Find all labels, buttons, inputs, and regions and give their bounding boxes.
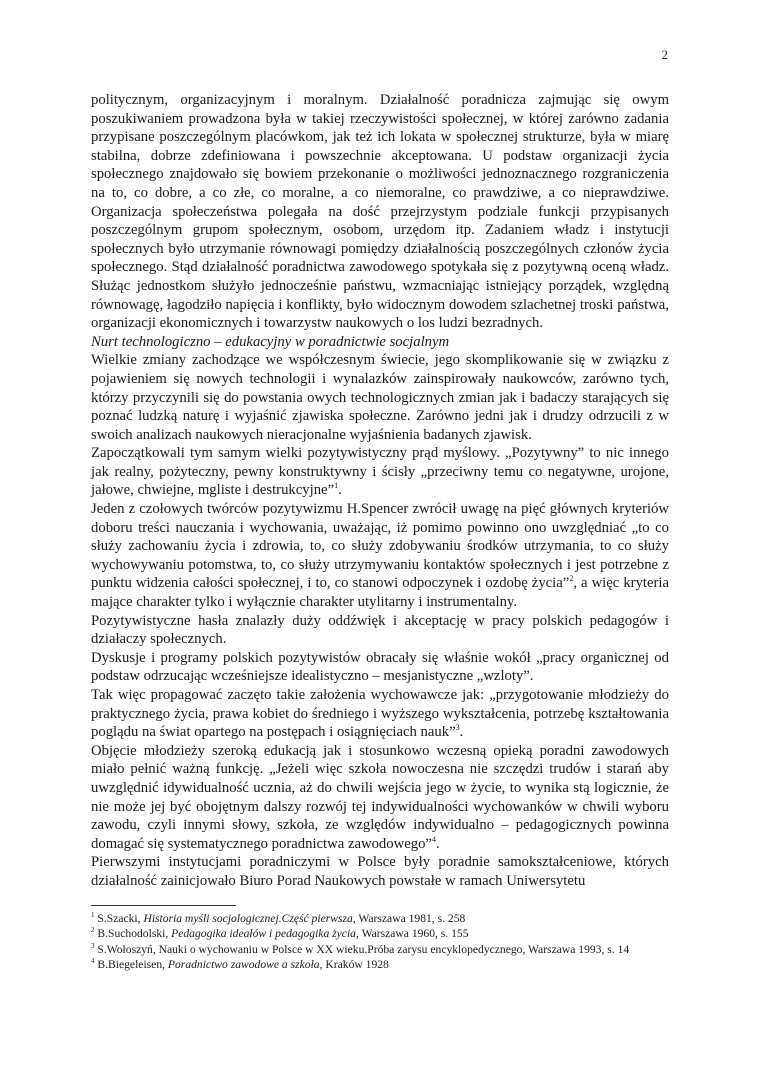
paragraph: Pierwszymi instytucjami poradniczymi w Polsce były poradnie samokształceniowe, których działalność zainicjowało Biuro Porad Naukowych powstałe w ramach Uniwersytetu bbox=[91, 854, 669, 889]
document-body bbox=[91, 91, 669, 891]
paragraph: Zapoczątkowali tym samym wielki pozytywistyczny prąd myślowy. „Pozytywny” to nic innego jak realny, pożyteczny, pewny konstruktywny i ścisły „przeciwny temu co negatywne, urojone, jałowe, chwiejne, mgliste i destrukcyjne”$^1$. bbox=[91, 445, 669, 499]
page-number: 2 bbox=[661, 47, 668, 62]
footnote bbox=[91, 926, 669, 941]
footnote-text: , Warszawa 1960, s. 155 bbox=[355, 927, 469, 941]
footnote-ref[interactable]: 1 bbox=[334, 481, 339, 491]
paragraph: Wielkie zmiany zachodzące we współczesnym świecie, jego skomplikowanie się w związku z pojawieniem się nowych technologii i wynalazków zainspirowały naukowców, zarówno tych, którzy przyczynili się do powstania owych technologicznych zmian jak i badaczy starających się poznać ludzką naturę i wyjaśnić zjawiska społeczne. Zarówno jedni jak i drudzy odrzucili z w swoich analizach naukowych nieracjonalne wyjaśnienia badanych zjawisk. bbox=[91, 352, 669, 443]
paragraph: Objęcie młodzieży szeroką edukacją jak i stosunkowo wczesną opieką poradni zawodowych miało pełnić ważną funkcję. „Jeżeli więc szkoła nowoczesna nie szczędzi trudów i starań aby uwzględnić idywidualność ucznia, aż do chwili wejścia jego w życie, to wynika stą logicznie, że nie może jej być obojętnym dalszy rozwój tej indywidualności wychowanków w chwili wyboru zawodu, czyli innymi słowy, szkoła, ze względów indywidualno – pedagogicznych powinna domagać się systematycznego poradnictwa zawodowego”$^4$. bbox=[91, 742, 669, 852]
footnote bbox=[91, 957, 669, 972]
footnote-separator bbox=[91, 905, 236, 906]
footnote-text: B.Biegeleisen, bbox=[94, 958, 168, 972]
footnote-number: 2 bbox=[91, 926, 95, 935]
paragraph: Tak więc propagować zaczęto takie założenia wychowawcze jak: „przygotowanie młodzieży do praktycznego życia, prawa kobiet do średniego i wyższego wykształcenia, potrzebę kształtowania poglądu na świat opartego na postępach i osiągnięciach nauk”$^3$. bbox=[91, 687, 669, 741]
footnote-number: 1 bbox=[91, 911, 95, 920]
footnote-title: Pedagogika ideałów i pedagogika życia bbox=[171, 927, 356, 941]
footnote-ref[interactable]: 3 bbox=[455, 723, 460, 733]
footnotes bbox=[91, 911, 669, 973]
paragraph: Pozytywistyczne hasła znalazły duży oddźwięk i akceptację w pracy polskich pedagogów i działaczy społecznych. bbox=[91, 612, 669, 648]
paragraph-text: Zapoczątkowali tym samym wielki pozytywistyczny prąd myślowy. „Pozytywny” to nic innego jak realny, pożyteczny, pewny konstruktywny i ścisły „przeciwny temu co negatywne, urojone, jałowe, chwiejne, mgliste i destrukcyjne” bbox=[91, 445, 669, 499]
footnote-title: Historia myśli socjologicznej.Część pierwsza bbox=[143, 912, 353, 925]
footnote-title: Poradnictwo zawodowe a szkoła bbox=[167, 958, 320, 972]
footnote-ref[interactable]: 2 bbox=[569, 574, 574, 584]
footnote-text: B.Suchodolski, bbox=[94, 927, 172, 941]
footnote-text: S.Wołoszyń, Nauki o wychowaniu w Polsce w XX wieku.Próba zarysu encyklopedycznego, Warszawa 1993, s. 14 bbox=[94, 942, 630, 956]
footnote-text: S.Szacki, bbox=[94, 912, 144, 925]
paragraph-text: Jeden z czołowych twórców pozytywizmu H.Spencer zwrócił uwagę na pięć głównych kryteriów doboru treści nauczania i wychowania, uważając, iż pomimo powinno ono uwzględniać „to co służy zachowaniu życia i zdrowia, to, co służy zdobywaniu środków utrzymania, to co służy wychowywaniu potomstwa, to, co służy utrzymywaniu kontaktów społecznych i jest potrzebne z punktu widzenia całości społecznej, i to, co stanowi odpoczynek i ozdobę życia” bbox=[91, 501, 669, 592]
paragraph-text: Tak więc propagować zaczęto takie założenia wychowawcze jak: „przygotowanie młodzieży do praktycznego życia, prawa kobiet do średniego i wyższego wykształcenia, potrzebę kształtowania poglądu na świat opartego na postępach i osiągnięciach nauk” bbox=[91, 687, 669, 741]
footnote-number: 4 bbox=[91, 957, 95, 966]
paragraph: Dyskusje i programy polskich pozytywistów obracały się właśnie wokół „pracy organicznej od podstaw odrzucając wcześniejsze idealistyczno – mesjanistyczne „wzloty”. bbox=[91, 649, 669, 685]
paragraph bbox=[91, 500, 669, 612]
footnote-ref[interactable]: 4 bbox=[431, 834, 436, 844]
paragraph-text: Objęcie młodzieży szeroką edukacją jak i stosunkowo wczesną opieką poradni zawodowych miało pełnić ważną funkcję. „Jeżeli więc szkoła nowoczesna nie szczędzi trudów i starań aby uwzględnić idywidualność ucznia, aż do chwili wejścia jego w życie, to wynika stą logicznie, że nie może jej być obojętnym dalszy rozwój tej indywidualności wychowanków w chwili wyboru zawodu, czyli innymi słowy, szkoła, ze względów indywidualno – pedagogicznych powinna domagać się systematycznego poradnictwa zawodowego” bbox=[91, 742, 669, 852]
section-heading: Nurt technologiczno – edukacyjny w poradnictwie socjalnym bbox=[91, 333, 450, 350]
footnote-text: , Kraków 1928 bbox=[319, 958, 389, 972]
footnote bbox=[91, 942, 669, 957]
footnote-number: 3 bbox=[91, 941, 95, 950]
footnote bbox=[91, 911, 669, 926]
paragraph-text: , a więc kryteria mające charakter tylko i wyłącznie charakter utylitarny i instrumentalny. bbox=[91, 575, 669, 611]
paragraph: politycznym, organizacyjnym i moralnym. Działalność poradnicza zajmując się owym poszukiwaniem prowadzona była w takiej rzeczywistości społecznej, w której zarówno zadania przypisane poszczególnym placówkom, jak też ich lokata w społecznej strukturze, była w miarę stabilna, dobrze zdefiniowana i powszechnie akceptowana. U podstaw organizacji życia społecznego znajdowało się bowiem przekonanie o możliwości jednoznacznego rozgraniczenia na to, co dobre, a co złe, co moralne, a co niemoralne, co prawdziwe, a co nieprawdziwe. Organizacja społeczeństwa polegała na dość przejrzystym podziale funkcji przypisanych poszczególnym grupom społecznym, osobom, urzędom itp. Zadaniem władz i instytucji społecznych było utrzymanie równowagi pomiędzy działalnością poszczególnych członów życia społecznego. Stąd działalność poradnictwa zawodowego spotykała się z pozytywną oceną władz. Służąc jednostkom służyło jednocześnie państwu, wzmacniając istniejący porządek, względną równowagę, łagodziło napięcia i konflikty, było widocznym dowodem szlachetnej troski państwa, organizacji ekonomicznych i towarzystw naukowych o los ludzi bezradnych. bbox=[91, 92, 669, 332]
footnote-text: , Warszawa 1981, s. 258 bbox=[352, 912, 466, 925]
